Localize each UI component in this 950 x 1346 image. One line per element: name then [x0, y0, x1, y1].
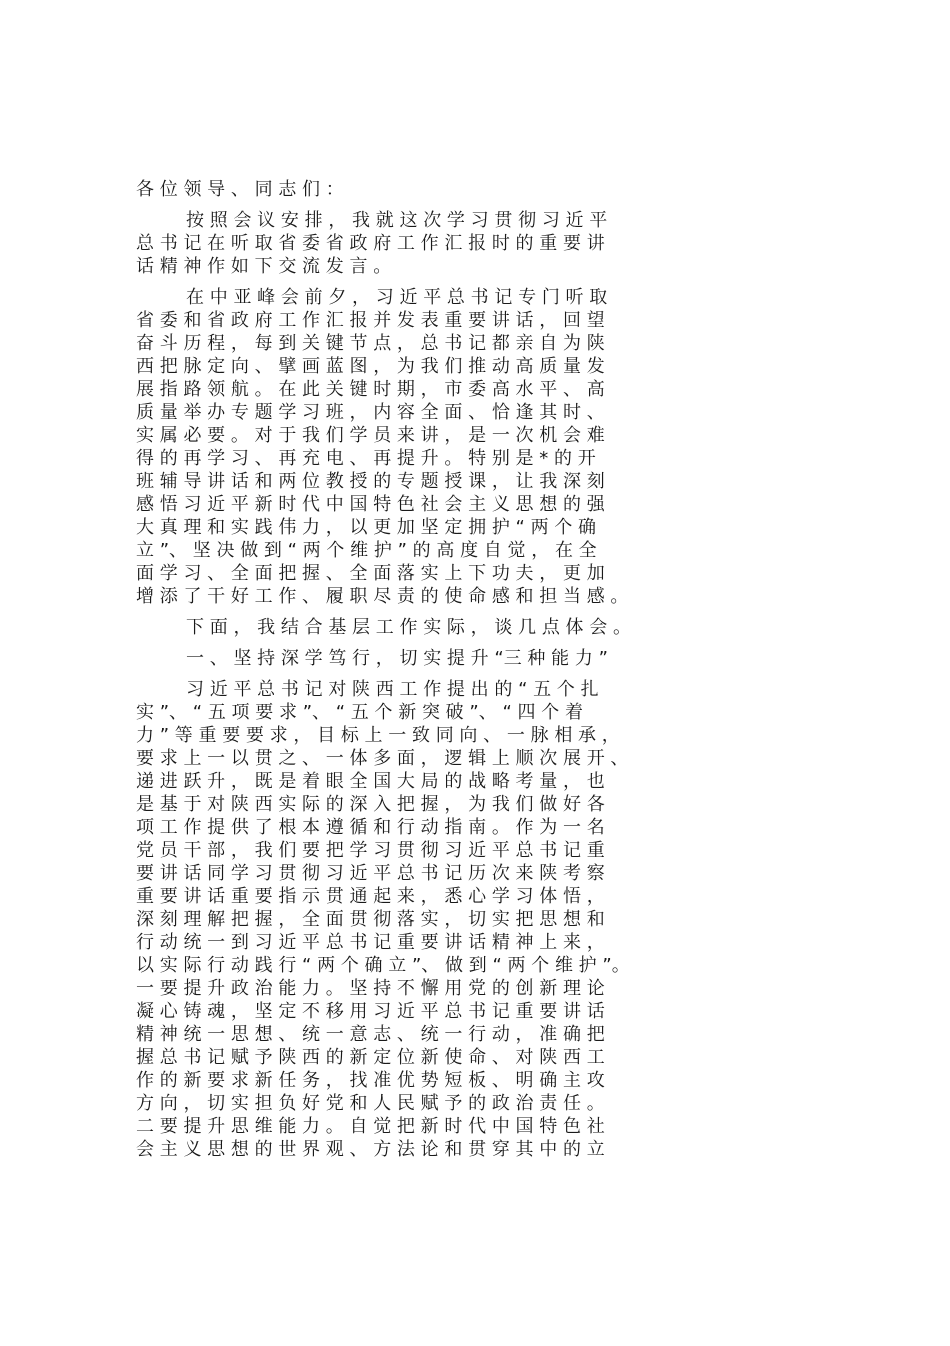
paragraph-4-line: 党 员 干 部 ， 我 们 要 把 学 习 贯 彻 习 近 平 总 书 记 重: [136, 840, 605, 861]
paragraph-4-line: 精 神 统 一 思 想 、 统 一 意 志 、 统 一 行 动 ， 准 确 把: [136, 1024, 605, 1045]
paragraph-4-line: 实 ”、 “ 五 项 要 求 ”、 “ 五 个 新 突 破 ”、 “ 四 个 着: [136, 702, 583, 723]
paragraph-2-line: 省 委 和 省 政 府 工 作 汇 报 并 发 表 重 要 讲 话 ， 回 望: [136, 310, 605, 331]
paragraph-2-line: 展 指 路 领 航 。 在 此 关 键 时 期 ， 市 委 高 水 平 、 高: [136, 379, 605, 400]
paragraph-4-line: 握 总 书 记 赋 予 陕 西 的 新 定 位 新 使 命 、 对 陕 西 工: [136, 1047, 605, 1068]
paragraph-4-line: 二 要 提 升 思 维 能 力 。 自 觉 把 新 时 代 中 国 特 色 社: [136, 1116, 605, 1137]
section-heading-1: 一 、 坚 持 深 学 笃 行 ， 切 实 提 升 “三 种 能 力 ”: [186, 648, 608, 669]
paragraph-1-line: 按 照 会 议 安 排 ， 我 就 这 次 学 习 贯 彻 习 近 平: [186, 210, 608, 231]
paragraph-4-line: 要 讲 话 同 学 习 贯 彻 习 近 平 总 书 记 历 次 来 陕 考 察: [136, 863, 605, 884]
paragraph-2-line: 质 量 举 办 专 题 学 习 班 ， 内 容 全 面 、 恰 逢 其 时 、: [136, 402, 605, 423]
paragraph-4-line: 重 要 讲 话 重 要 指 示 贯 通 起 来 ， 悉 心 学 习 体 悟 ，: [136, 886, 605, 907]
paragraph-4-line: 项 工 作 提 供 了 根 本 遵 循 和 行 动 指 南 。 作 为 一 名: [136, 817, 605, 838]
document-body: [136, 178, 836, 1161]
paragraph-2-line: 立 ”、 坚 决 做 到 “ 两 个 维 护 ” 的 高 度 自 觉 ， 在 全: [136, 540, 597, 561]
paragraph-2-line: 班 辅 导 讲 话 和 两 位 教 授 的 专 题 授 课 ， 让 我 深 刻: [136, 471, 605, 492]
paragraph-2-line: 大 真 理 和 实 践 伟 力 ， 以 更 加 坚 定 拥 护 “ 两 个 确: [136, 517, 597, 538]
paragraph-1-line: 总 书 记 在 听 取 省 委 省 政 府 工 作 汇 报 时 的 重 要 讲: [136, 233, 605, 254]
paragraph-4-line: 深 刻 理 解 把 握 ， 全 面 贯 彻 落 实 ， 切 实 把 思 想 和: [136, 909, 605, 930]
paragraph-4-line: 行 动 统 一 到 习 近 平 总 书 记 重 要 讲 话 精 神 上 来 ，: [136, 932, 605, 953]
paragraph-1-line: 话 精 神 作 如 下 交 流 发 言 。: [136, 256, 392, 277]
paragraph-4-line: 以 实 际 行 动 践 行 “ 两 个 确 立 ”、 做 到 “ 两 个 维 护 ”。: [136, 955, 630, 976]
paragraph-4-line: 习 近 平 总 书 记 对 陕 西 工 作 提 出 的 “ 五 个 扎: [186, 679, 599, 700]
paragraph-4-line: 方 向 ， 切 实 担 负 好 党 和 人 民 赋 予 的 政 治 责 任 。: [136, 1093, 605, 1114]
paragraph-2-line: 得 的 再 学 习 、 再 充 电 、 再 提 升 。 特 别 是 * 的 开: [136, 448, 596, 469]
paragraph-3-line: 下 面 ， 我 结 合 基 层 工 作 实 际 ， 谈 几 点 体 会 。: [186, 617, 631, 638]
paragraph-4-line: 作 的 新 要 求 新 任 务 ， 找 准 优 势 短 板 、 明 确 主 攻: [136, 1070, 605, 1091]
paragraph-4-line: 会 主 义 思 想 的 世 界 观 、 方 法 论 和 贯 穿 其 中 的 立: [136, 1139, 605, 1160]
paragraph-2-line: 西 把 脉 定 向 、 擘 画 蓝 图 ， 为 我 们 推 动 高 质 量 发: [136, 356, 605, 377]
paragraph-4-line: 力 ” 等 重 要 要 求 ， 目 标 上 一 致 同 向 、 一 脉 相 承 ，: [136, 725, 620, 746]
paragraph-4-line: 一 要 提 升 政 治 能 力 。 坚 持 不 懈 用 党 的 创 新 理 论: [136, 978, 605, 999]
paragraph-2-line: 面 学 习 、 全 面 把 握 、 全 面 落 实 上 下 功 夫 ， 更 加: [136, 563, 605, 584]
paragraph-2-line: 实 属 必 要 。 对 于 我 们 学 员 来 讲 ， 是 一 次 机 会 难: [136, 425, 605, 446]
paragraph-2-line: 增 添 了 干 好 工 作 、 履 职 尽 责 的 使 命 感 和 担 当 感 。: [136, 586, 629, 607]
paragraph-4-line: 要 求 上 一 以 贯 之 、 一 体 多 面 ， 逻 辑 上 顺 次 展 开 、: [136, 748, 629, 769]
paragraph-2-line: 感 悟 习 近 平 新 时 代 中 国 特 色 社 会 主 义 思 想 的 强: [136, 494, 605, 515]
paragraph-4-line: 是 基 于 对 陕 西 实 际 的 深 入 把 握 ， 为 我 们 做 好 各: [136, 794, 605, 815]
paragraph-2-line: 在 中 亚 峰 会 前 夕 ， 习 近 平 总 书 记 专 门 听 取: [186, 287, 608, 308]
paragraph-4-line: 递 进 跃 升 ， 既 是 着 眼 全 国 大 局 的 战 略 考 量 ， 也: [136, 771, 605, 792]
salutation-line: 各 位 领 导 、 同 志 们 ：: [136, 179, 344, 200]
paragraph-2-line: 奋 斗 历 程 ， 每 到 关 键 节 点 ， 总 书 记 都 亲 自 为 陕: [136, 333, 605, 354]
paragraph-4-line: 凝 心 铸 魂 ， 坚 定 不 移 用 习 近 平 总 书 记 重 要 讲 话: [136, 1001, 605, 1022]
